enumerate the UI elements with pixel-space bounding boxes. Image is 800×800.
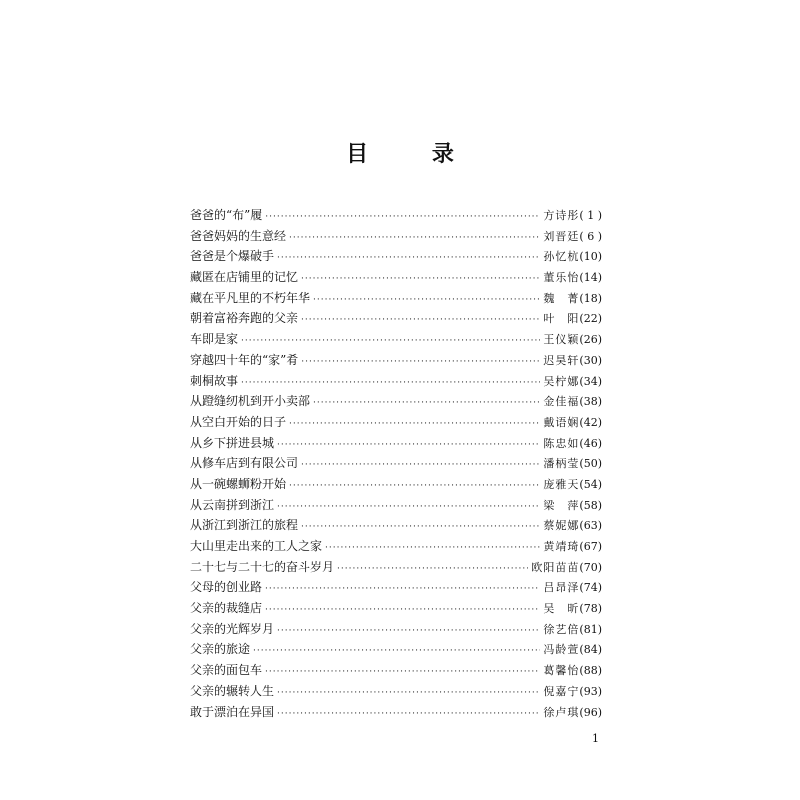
toc-dot-leader [313,393,540,414]
toc-entry-author: 叶 阳 [543,312,580,326]
page-number: 1 [592,732,599,745]
toc-entry-title: 藏在平凡里的不朽年华 [190,290,311,305]
toc-dot-leader [301,269,540,290]
toc-entry-author: 陈忠如 [543,436,580,450]
toc-entry-title: 从浙江到浙江的旅程 [190,518,299,533]
toc-entry-page: (42) [579,415,602,429]
toc-entry[interactable] [190,619,602,640]
toc-entry[interactable] [190,288,602,309]
toc-entry[interactable] [190,536,602,557]
toc-dot-leader [289,228,540,249]
toc-entry-author: 戴语娴 [543,415,580,429]
toc-entry-title: 爸爸的“布”履 [190,208,263,222]
toc-entry-title: 爸爸妈妈的生意经 [190,228,287,243]
toc-dot-leader [301,310,540,331]
toc-dot-leader [301,352,540,373]
toc-entry-title: 父亲的旅途 [190,642,251,657]
toc-entry[interactable] [190,702,602,723]
toc-dot-leader [277,497,540,518]
toc-entry[interactable] [190,226,602,247]
toc-entry-page: (58) [579,498,602,512]
toc-entry-author: 倪嘉宁 [543,684,580,698]
toc-entry[interactable] [190,412,602,433]
toc-entry-author: 方诗彤 [543,209,580,222]
toc-entry[interactable] [190,267,602,288]
toc-entry[interactable] [190,495,602,516]
toc-entry[interactable] [190,391,602,412]
toc-dot-leader [253,641,540,662]
toc-entry-author: 刘晋廷 [543,229,580,243]
toc-entry-page: (67) [579,540,602,553]
toc-entry[interactable] [190,557,602,578]
toc-entry-page: (88) [579,664,602,678]
toc-dot-leader [241,373,540,394]
toc-dot-leader [265,662,540,683]
toc-dot-leader [265,600,540,621]
toc-entry[interactable] [190,205,602,226]
toc-entry-author: 金佳福 [543,395,580,409]
toc-entry-author: 冯龄萱 [543,643,580,657]
toc-dot-leader [301,455,540,476]
toc-entry-title: 敢于漂泊在异国 [190,704,275,719]
toc-entry-title: 藏匿在店铺里的记忆 [190,270,299,285]
toc-entry-page: (26) [579,333,602,347]
toc-entry-author: 王仪颖 [543,333,580,347]
toc-entry[interactable] [190,453,602,474]
toc-dot-leader [277,704,540,725]
toc-entry-page: (96) [579,705,602,719]
toc-dot-leader [241,331,540,352]
toc-entry[interactable] [190,371,602,392]
toc-entry-page: (50) [579,457,602,471]
toc-entry-title: 父母的创业路 [190,580,263,595]
toc-entry-author: 吕昂泽 [543,581,580,595]
toc-entry-title: 刺桐故事 [190,373,239,388]
toc-entry-title: 车即是家 [190,332,239,347]
toc-dot-leader [337,559,528,580]
toc-entry-author: 孙忆杭 [543,250,580,264]
toc-entry-page: (18) [579,291,602,305]
toc-entry-page: (81) [579,622,602,636]
toc-entry[interactable] [190,639,602,660]
toc-entry-author: 欧阳苗苗 [531,560,580,574]
toc-entry-page: (38) [579,395,602,409]
toc-entry-author: 蔡妮娜 [543,519,580,533]
toc-entry-author: 徐卢琪 [543,705,580,719]
toc-dot-leader [289,414,540,435]
toc-entry[interactable] [190,681,602,702]
toc-entry-title: 二十七与二十七的奋斗岁月 [190,559,335,574]
toc-entry-title: 朝着富裕奔跑的父亲 [190,311,299,326]
toc-dot-leader [265,207,540,228]
table-of-contents [190,205,602,722]
toc-dot-leader [313,290,540,311]
toc-entry-page: (54) [579,477,602,491]
toc-entry-page: ( 6 ) [579,229,602,243]
toc-entry-author: 庞雅天 [543,477,580,491]
toc-entry-page: (10) [579,250,602,264]
toc-entry-title: 从云南拼到浙江 [190,497,275,512]
toc-entry-author: 徐艺倍 [543,622,580,636]
toc-dot-leader [277,683,540,704]
toc-entry-author: 吴柠娜 [543,374,580,388]
toc-entry[interactable] [190,433,602,454]
toc-entry[interactable] [190,660,602,681]
toc-entry[interactable] [190,577,602,598]
toc-entry-page: (70) [579,560,602,574]
toc-entry-page: (74) [579,581,602,595]
toc-entry-title: 穿越四十年的“家”肴 [190,352,299,367]
toc-entry-page: (46) [579,436,602,450]
toc-entry-page: (84) [579,643,602,657]
toc-entry-title: 父亲的裁缝店 [190,601,263,616]
toc-dot-leader [265,579,540,600]
toc-dot-leader [289,476,540,497]
toc-entry-author: 魏 菁 [543,291,580,305]
toc-entry[interactable] [190,246,602,267]
toc-entry-page: (93) [579,684,602,698]
toc-entry-author: 吴 昕 [543,602,580,616]
toc-entry-title: 爸爸是个爆破手 [190,249,275,264]
toc-entry-page: (30) [579,353,602,367]
toc-dot-leader [301,517,540,538]
toc-entry-title: 父亲的辗转人生 [190,683,275,698]
toc-entry-title: 父亲的光辉岁月 [190,621,275,636]
toc-entry-author: 迟昊轩 [543,353,580,367]
toc-entry-page: (22) [579,312,602,326]
toc-entry-page: (63) [579,519,602,533]
toc-dot-leader [277,621,540,642]
toc-entry-title: 大山里走出来的工人之家 [190,539,323,553]
toc-dot-leader [277,248,540,269]
toc-entry[interactable] [190,308,602,329]
page-title: 目 录 [346,141,482,167]
toc-dot-leader [277,435,540,456]
toc-entry-author: 潘柄莹 [543,457,580,471]
toc-entry-title: 从一碗螺蛳粉开始 [190,476,287,491]
toc-entry-title: 从空白开始的日子 [190,414,287,429]
toc-entry[interactable] [190,350,602,371]
toc-dot-leader [325,538,540,559]
toc-entry-page: (14) [579,271,602,285]
toc-entry-title: 从修车店到有限公司 [190,456,299,471]
toc-entry-page: (78) [579,602,602,616]
toc-entry-title: 从蹬缝纫机到开小卖部 [190,394,311,409]
toc-entry-title: 父亲的面包车 [190,663,263,678]
toc-entry-page: ( 1 ) [579,209,602,222]
toc-entry[interactable] [190,515,602,536]
toc-entry[interactable] [190,329,602,350]
toc-entry[interactable] [190,474,602,495]
toc-entry[interactable] [190,598,602,619]
toc-entry-author: 梁 萍 [543,498,580,512]
toc-entry-title: 从乡下拼进县城 [190,435,275,450]
toc-entry-page: (34) [579,374,602,388]
toc-entry-author: 黄靖琦 [543,540,580,553]
toc-entry-author: 葛馨怡 [543,664,580,678]
toc-entry-author: 董乐怡 [543,271,580,285]
